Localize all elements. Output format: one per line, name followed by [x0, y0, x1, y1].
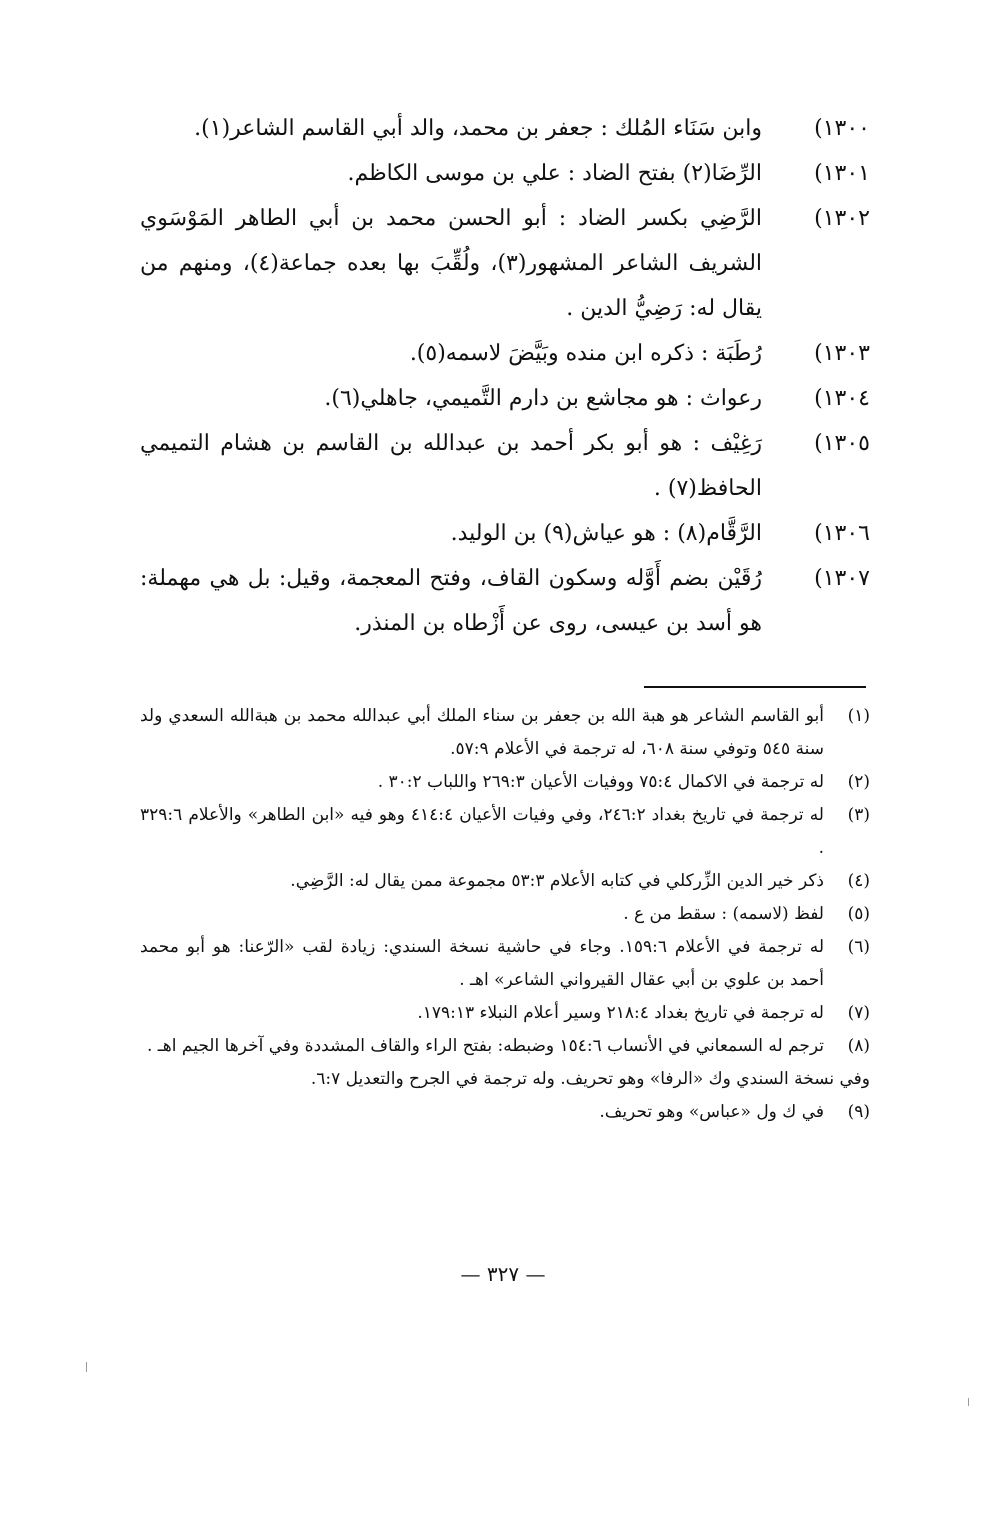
footnote-text: ترجم له السمعاني في الأنساب ١٥٤:٦ وضبطه: بفتح الراء والقاف المشددة وفي آخرها الجيم اهـ . — [147, 1036, 824, 1056]
entry-text: رُقَيْن بضم أَوَّله وسكون القاف، وفتح المعجمة، وقيل: بل هي مهملة: هو أسد بن عيسى، روى عن أَزْطاه بن المنذر. — [140, 566, 762, 636]
footnote-8-continuation: وفي نسخة السندي وك «الرفا» وهو تحريف. وله ترجمة في الجرح والتعديل ٦:٧. — [310, 1069, 870, 1089]
footnote-text: له ترجمة في الأعلام ١٥٩:٦. وجاء في حاشية نسخة السندي: زيادة لقب «الرّعنا: هو أبو محمد أحمد بن علوي بن أبي عقال القيرواني الشاعر» اهـ . — [140, 937, 825, 990]
entries-list — [140, 106, 870, 646]
footnote-separator — [644, 686, 866, 688]
entry-text: الرِّضَا(٢) بفتح الضاد : علي بن موسى الكاظم. — [347, 161, 762, 186]
footnote-number: (١) — [847, 706, 870, 726]
footnote-number: (٧) — [847, 1003, 870, 1023]
footnote-9 — [140, 1096, 870, 1129]
entry-text: الرَّقَّام(٨) : هو عياش(٩) بن الوليد. — [450, 521, 762, 546]
footnote-7 — [140, 997, 870, 1030]
footnote-8 — [140, 1030, 870, 1063]
entry-text: رُطَبَة : ذكره ابن منده وبَيَّضَ لاسمه(٥). — [409, 341, 762, 366]
entry-number: ١٣٠٠) — [814, 116, 870, 141]
entry-number: ١٣٠١) — [814, 161, 870, 186]
footnote-number: (٩) — [847, 1102, 870, 1122]
footnote-text: أبو القاسم الشاعر هو هبة الله بن جعفر بن سناء الملك أبي عبدالله محمد بن هبةالله السعدي ولد سنة ٥٤٥ وتوفي سنة ٦٠٨، له ترجمة في الأعلام ٥٧:٩. — [140, 706, 824, 759]
entry-text: وابن سَنَاء المُلك : جعفر بن محمد، والد أبي القاسم الشاعر(١). — [194, 116, 762, 141]
entry-number: ١٣٠٣) — [814, 341, 870, 366]
entry-text: الرَّضِي بكسر الضاد : أبو الحسن محمد بن أبي الطاهر المَوْسَوي الشريف الشاعر المشهور(٣)، ولُقِّبَ بها بعده جماعة(٤)، ومنهم من يقال له: رَضِيُّ الدين . — [140, 206, 763, 321]
footnote-number: (٤) — [847, 871, 870, 891]
entry-1303 — [140, 331, 870, 376]
footnote-text: ذكر خير الدين الزِّركلي في كتابه الأعلام ٥٣:٣ مجموعة ممن يقال له: الرَّضِي. — [290, 871, 824, 891]
footnote-6 — [140, 931, 870, 997]
footnote-number: (٥) — [847, 904, 870, 924]
entry-text: رَغِيْف : هو أبو بكر أحمد بن عبدالله بن القاسم بن هشام التميمي الحافظ(٧) . — [140, 431, 762, 501]
footnote-3 — [140, 799, 870, 865]
footnote-number: (٢) — [847, 772, 870, 792]
entry-1304 — [140, 376, 870, 421]
footnote-text: له ترجمة في الاكمال ٧٥:٤ ووفيات الأعيان ٢٦٩:٣ واللباب ٣٠:٢ . — [377, 772, 824, 792]
footnote-text: لفظ (لاسمه) : سقط من ع . — [623, 904, 824, 924]
scan-speck — [968, 1398, 969, 1406]
footnote-2 — [140, 766, 870, 799]
entry-1307 — [140, 556, 870, 646]
entry-number: ١٣٠٢) — [814, 206, 870, 231]
footnote-number: (٨) — [847, 1036, 870, 1056]
footnote-1 — [140, 700, 870, 766]
scan-speck — [86, 1362, 87, 1372]
footnote-text: له ترجمة في تاريخ بغداد ٢١٨:٤ وسير أعلام النبلاء ١٧٩:١٣. — [417, 1003, 824, 1023]
entry-text: رعواث : هو مجاشع بن دارم التَّميمي، جاهلي(٦). — [324, 386, 762, 411]
entry-number: ١٣٠٥) — [814, 431, 870, 456]
footnote-number: (٦) — [847, 937, 870, 957]
footnote-text: في ك ول «عباس» وهو تحريف. — [599, 1102, 824, 1122]
entry-number: ١٣٠٤) — [814, 386, 870, 411]
footnote-5 — [140, 898, 870, 931]
entry-1302 — [140, 196, 870, 331]
entry-1300 — [140, 106, 870, 151]
entry-1301 — [140, 151, 870, 196]
footnotes-list — [140, 700, 870, 1129]
footnote-text: له ترجمة في تاريخ بغداد ٢٤٦:٢، وفي وفيات الأعيان ٤١٤:٤ وهو فيه «ابن الطاهر» والأعلام ٣٢٩:٦ . — [140, 805, 824, 858]
footnote-4 — [140, 865, 870, 898]
page-number: — ٣٢٧ — — [460, 1262, 546, 1286]
entry-number: ١٣٠٦) — [814, 521, 870, 546]
footnote-number: (٣) — [847, 805, 870, 825]
entry-number: ١٣٠٧) — [814, 566, 870, 591]
entry-1305 — [140, 421, 870, 511]
entry-1306 — [140, 511, 870, 556]
